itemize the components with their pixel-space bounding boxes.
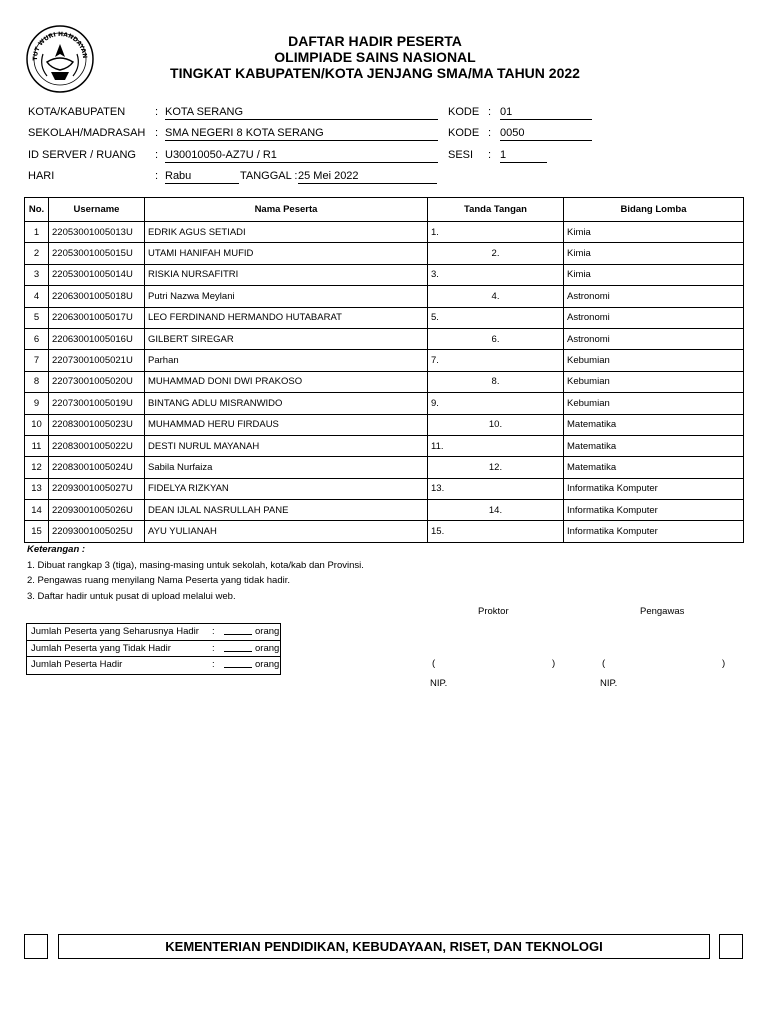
competition-field-cell: Kebumian [564, 350, 744, 371]
signature-cell[interactable]: 10. [428, 414, 564, 435]
row-number-cell: 4 [25, 286, 49, 307]
keterangan-note-1: 1. Dibuat rangkap 3 (tiga), masing-masing untuk sekolah, kota/kab dan Provinsi. [27, 560, 364, 571]
row-number-cell: 12 [25, 457, 49, 478]
participant-name-cell: RISKIA NURSAFITRI [145, 264, 428, 285]
username-cell: 22083001005022U [49, 435, 145, 456]
signature-cell[interactable]: 15. [428, 521, 564, 542]
summary-blank-field[interactable] [224, 641, 252, 652]
signature-cell[interactable]: 7. [428, 350, 564, 371]
row-number-cell: 8 [25, 371, 49, 392]
competition-field-cell: Kebumian [564, 371, 744, 392]
participant-name-cell: Putri Nazwa Meylani [145, 286, 428, 307]
participant-name-cell: DESTI NURUL MAYANAH [145, 435, 428, 456]
kode2-colon: : [488, 127, 492, 139]
server-value: U30010050-AZ7U / R1 [165, 148, 438, 163]
footer-right-box [719, 934, 743, 959]
attendance-table [24, 197, 744, 543]
server-label: ID SERVER / RUANG [28, 149, 136, 161]
signature-cell[interactable]: 14. [428, 500, 564, 521]
participant-name-cell: LEO FERDINAND HERMANDO HUTABARAT [145, 307, 428, 328]
attendance-summary-box [26, 623, 281, 675]
row-number-cell: 6 [25, 328, 49, 349]
header-bidang-lomba: Bidang Lomba [564, 198, 744, 222]
username-cell: 22053001005014U [49, 264, 145, 285]
sesi-value: 1 [500, 148, 547, 163]
row-number-cell: 3 [25, 264, 49, 285]
username-cell: 22063001005018U [49, 286, 145, 307]
kode2-value: 0050 [500, 126, 592, 141]
username-cell: 22053001005015U [49, 243, 145, 264]
footer-ministry-name: KEMENTERIAN PENDIDIKAN, KEBUDAYAAN, RISET, DAN TEKNOLOGI [58, 934, 710, 959]
summary-blank-field[interactable] [224, 657, 252, 668]
hari-label: HARI [28, 170, 55, 182]
summary-unit: orang [255, 642, 280, 654]
username-cell: 22083001005024U [49, 457, 145, 478]
kode1-label: KODE [448, 106, 480, 118]
username-cell: 22093001005026U [49, 500, 145, 521]
competition-field-cell: Matematika [564, 435, 744, 456]
participant-name-cell: AYU YULIANAH [145, 521, 428, 542]
proktor-label: Proktor [478, 606, 509, 617]
sesi-colon: : [488, 149, 492, 161]
table-row [25, 371, 744, 392]
header-username: Username [49, 198, 145, 222]
username-cell: 22073001005019U [49, 393, 145, 414]
participant-name-cell: GILBERT SIREGAR [145, 328, 428, 349]
proktor-name-open-paren: ( [432, 658, 436, 669]
table-row [25, 457, 744, 478]
tanggal-label: TANGGAL : [240, 170, 298, 182]
signature-cell[interactable]: 6. [428, 328, 564, 349]
proktor-name-close-paren: ) [552, 658, 556, 669]
signature-cell[interactable]: 11. [428, 435, 564, 456]
summary-label: Jumlah Peserta Hadir [31, 659, 123, 670]
table-row [25, 328, 744, 349]
sekolah-value: SMA NEGERI 8 KOTA SERANG [165, 126, 438, 141]
participant-name-cell: FIDELYA RIZKYAN [145, 478, 428, 499]
signature-cell[interactable]: 3. [428, 264, 564, 285]
footer-left-box [24, 934, 48, 959]
header-nama-peserta: Nama Peserta [145, 198, 428, 222]
pengawas-label: Pengawas [640, 606, 685, 617]
participant-name-cell: BINTANG ADLU MISRANWIDO [145, 393, 428, 414]
summary-label: Jumlah Peserta yang Tidak Hadir [31, 642, 171, 654]
signature-cell[interactable]: 12. [428, 457, 564, 478]
table-row [25, 350, 744, 371]
table-row [25, 393, 744, 414]
table-row [25, 307, 744, 328]
title-line-1: DAFTAR HADIR PESERTA [288, 33, 462, 49]
participant-name-cell: Sabila Nurfaiza [145, 457, 428, 478]
username-cell: 22063001005017U [49, 307, 145, 328]
row-number-cell: 5 [25, 307, 49, 328]
row-number-cell: 2 [25, 243, 49, 264]
table-row [25, 286, 744, 307]
competition-field-cell: Astronomi [564, 328, 744, 349]
table-row [25, 264, 744, 285]
logo-text: TUT WURI HANDAYAN [31, 30, 89, 61]
signature-cell[interactable]: 4. [428, 286, 564, 307]
kota-value: KOTA SERANG [165, 105, 438, 120]
row-number-cell: 9 [25, 393, 49, 414]
summary-row [27, 657, 280, 674]
username-cell: 22083001005023U [49, 414, 145, 435]
table-row [25, 500, 744, 521]
keterangan-note-3: 3. Daftar hadir untuk pusat di upload melalui web. [27, 591, 236, 602]
username-cell: 22053001005013U [49, 222, 145, 243]
row-number-cell: 10 [25, 414, 49, 435]
username-cell: 22093001005025U [49, 521, 145, 542]
participant-name-cell: Parhan [145, 350, 428, 371]
participant-name-cell: MUHAMMAD DONI DWI PRAKOSO [145, 371, 428, 392]
table-row [25, 521, 744, 542]
table-row [25, 222, 744, 243]
username-cell: 22073001005020U [49, 371, 145, 392]
server-colon: : [155, 149, 159, 161]
competition-field-cell: Matematika [564, 457, 744, 478]
summary-colon: : [212, 626, 215, 637]
header-tanda-tangan: Tanda Tangan [428, 198, 564, 222]
competition-field-cell: Kimia [564, 222, 744, 243]
table-row [25, 414, 744, 435]
proktor-nip-label: NIP. [430, 678, 448, 689]
username-cell: 22063001005016U [49, 328, 145, 349]
summary-label: Jumlah Peserta yang Seharusnya Hadir [31, 626, 199, 637]
kode1-value: 01 [500, 105, 592, 120]
competition-field-cell: Astronomi [564, 307, 744, 328]
row-number-cell: 13 [25, 478, 49, 499]
participant-name-cell: MUHAMMAD HERU FIRDAUS [145, 414, 428, 435]
sekolah-label: SEKOLAH/MADRASAH [28, 127, 146, 139]
participant-name-cell: DEAN IJLAL NASRULLAH PANE [145, 500, 428, 521]
tut-wuri-handayani-logo [25, 24, 95, 94]
summary-unit: orang [255, 626, 280, 637]
signature-cell[interactable]: 1. [428, 222, 564, 243]
competition-field-cell: Informatika Komputer [564, 500, 744, 521]
keterangan-title: Keterangan : [27, 544, 86, 555]
table-row [25, 478, 744, 499]
signature-cell[interactable]: 5. [428, 307, 564, 328]
sekolah-colon: : [155, 127, 159, 139]
competition-field-cell: Informatika Komputer [564, 521, 744, 542]
pengawas-name-close-paren: ) [722, 658, 726, 669]
header-no: No. [25, 198, 49, 222]
competition-field-cell: Kebumian [564, 393, 744, 414]
title-line-2: OLIMPIADE SAINS NASIONAL [274, 49, 476, 65]
document-title [110, 33, 640, 81]
keterangan-note-2: 2. Pengawas ruang menyilang Nama Peserta yang tidak hadir. [27, 575, 290, 586]
kota-label: KOTA/KABUPATEN [28, 106, 126, 118]
title-line-3: TINGKAT KABUPATEN/KOTA JENJANG SMA/MA TAHUN 2022 [170, 65, 580, 81]
kode1-colon: : [488, 106, 492, 118]
username-cell: 22073001005021U [49, 350, 145, 371]
table-header-row [25, 198, 744, 222]
hari-value: Rabu [165, 169, 239, 184]
signature-cell[interactable]: 9. [428, 393, 564, 414]
sesi-label: SESI [448, 149, 474, 161]
username-cell: 22093001005027U [49, 478, 145, 499]
row-number-cell: 7 [25, 350, 49, 371]
competition-field-cell: Informatika Komputer [564, 478, 744, 499]
table-row [25, 243, 744, 264]
row-number-cell: 11 [25, 435, 49, 456]
table-row [25, 435, 744, 456]
pengawas-name-open-paren: ( [602, 658, 606, 669]
competition-field-cell: Kimia [564, 243, 744, 264]
participant-name-cell: UTAMI HANIFAH MUFID [145, 243, 428, 264]
tanggal-value: 25 Mei 2022 [298, 169, 437, 184]
summary-colon: : [212, 642, 215, 654]
kota-colon: : [155, 106, 159, 118]
summary-row [27, 624, 280, 641]
competition-field-cell: Matematika [564, 414, 744, 435]
kode2-label: KODE [448, 127, 480, 139]
row-number-cell: 14 [25, 500, 49, 521]
summary-unit: orang [255, 659, 280, 670]
row-number-cell: 1 [25, 222, 49, 243]
participant-name-cell: EDRIK AGUS SETIADI [145, 222, 428, 243]
summary-blank-field[interactable] [224, 624, 252, 635]
summary-row [27, 641, 280, 658]
signature-cell[interactable]: 8. [428, 371, 564, 392]
table-body [25, 222, 744, 543]
summary-colon: : [212, 659, 215, 670]
hari-colon: : [155, 170, 159, 182]
pengawas-nip-label: NIP. [600, 678, 618, 689]
signature-cell[interactable]: 13. [428, 478, 564, 499]
signature-cell[interactable]: 2. [428, 243, 564, 264]
competition-field-cell: Kimia [564, 264, 744, 285]
row-number-cell: 15 [25, 521, 49, 542]
competition-field-cell: Astronomi [564, 286, 744, 307]
